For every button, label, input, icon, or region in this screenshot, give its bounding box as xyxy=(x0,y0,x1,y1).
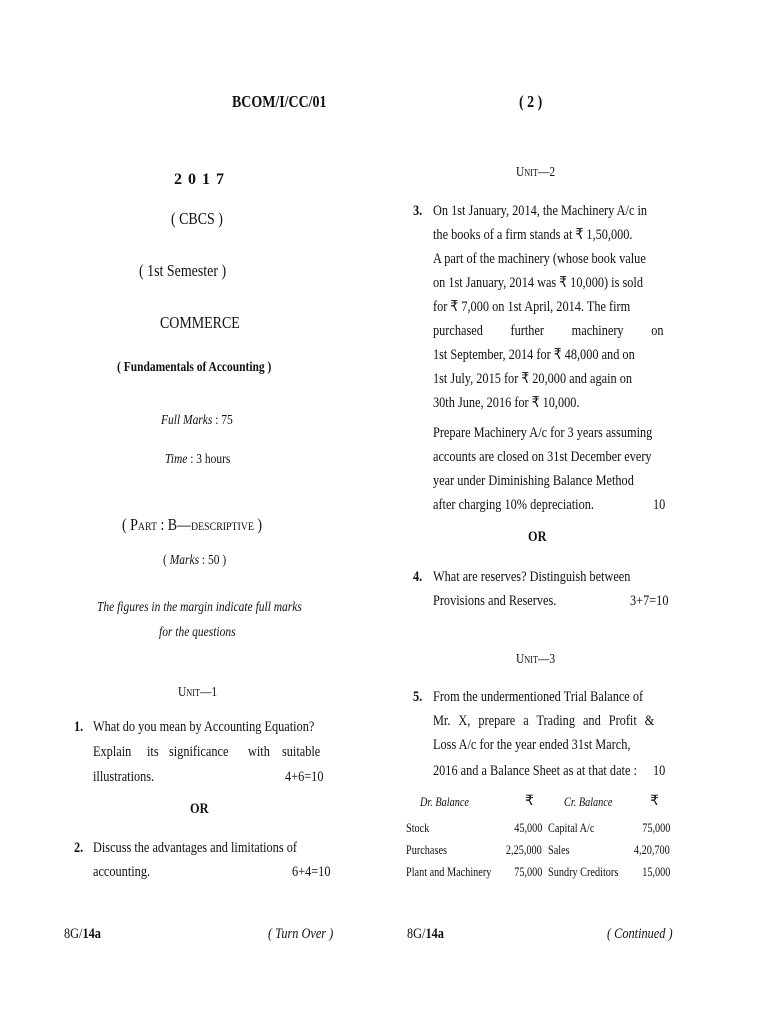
footer-code-left: 8G/14a xyxy=(64,926,101,942)
q3-line: purchased further machinery on xyxy=(433,323,664,339)
footer-code-right: 8G/14a xyxy=(407,926,444,942)
q1-marks: 4+6=10 xyxy=(285,769,324,785)
q3-line: on 1st January, 2014 was ₹ 10,000) is sold xyxy=(433,275,643,291)
q4-number: 4. xyxy=(413,569,423,585)
table-header-row xyxy=(406,795,670,817)
dr-account: Plant and Machinery xyxy=(406,865,492,879)
trial-balance-table xyxy=(406,795,670,887)
justified-word: its xyxy=(146,744,159,760)
header-dr-balance: Dr. Balance xyxy=(420,795,469,809)
table-row xyxy=(406,843,670,865)
q5-line: Mr. X, prepare a Trading and Profit & xyxy=(433,713,655,729)
cr-amount: 4,20,700 xyxy=(634,843,670,857)
q5-number: 5. xyxy=(413,689,423,705)
dr-amount: 75,000 xyxy=(513,865,542,879)
q1-number: 1. xyxy=(74,719,84,735)
q5-line: From the undermentioned Trial Balance of xyxy=(433,689,644,705)
cr-amount: 15,000 xyxy=(641,865,670,879)
header-rupee-dr: ₹ xyxy=(525,794,534,809)
scheme: ( CBCS ) xyxy=(171,209,223,228)
unit3-heading: Unit—3 xyxy=(516,652,556,667)
cr-account: Sundry Creditors xyxy=(548,865,619,879)
q5-line: Loss A/c for the year ended 31st March, xyxy=(433,737,631,753)
cr-amount: 75,000 xyxy=(641,821,670,835)
q1-line3: illustrations. xyxy=(93,769,155,785)
header-cr-balance: Cr. Balance xyxy=(564,795,613,809)
dr-account: Stock xyxy=(406,821,430,835)
cr-account: Sales xyxy=(548,843,570,857)
justified-word: Explain xyxy=(93,744,132,760)
part-marks: ( Marks : 50 ) xyxy=(163,553,227,568)
q3-para2-line: accounts are closed on 31st December every xyxy=(433,449,652,465)
full-marks: Full Marks : 75 xyxy=(161,413,233,428)
q5-line: 2016 and a Balance Sheet as at that date : xyxy=(433,763,637,779)
unit1-heading: Unit—1 xyxy=(178,685,218,700)
table-row xyxy=(406,821,670,843)
instruction-line1: The figures in the margin indicate full marks xyxy=(97,600,302,615)
semester: ( 1st Semester ) xyxy=(139,261,227,280)
q3-line: 1st July, 2015 for ₹ 20,000 and again on xyxy=(433,371,633,387)
dr-amount: 2,25,000 xyxy=(506,843,542,857)
q3-line: 1st September, 2014 for ₹ 48,000 and on xyxy=(433,347,635,363)
instruction-line2: for the questions xyxy=(159,625,236,640)
header-rupee-cr: ₹ xyxy=(650,794,659,809)
part-heading: ( Part : B—descriptive ) xyxy=(122,515,263,534)
q3-line: A part of the machinery (whose book value xyxy=(433,251,646,267)
q2-marks: 6+4=10 xyxy=(292,864,331,880)
q2-line1: Discuss the advantages and limitations of xyxy=(93,840,297,856)
or-separator-1: OR xyxy=(190,801,209,817)
time: Time : 3 hours xyxy=(165,452,231,467)
q2-line2: accounting. xyxy=(93,864,151,880)
q3-line: for ₹ 7,000 on 1st April, 2014. The firm xyxy=(433,299,631,315)
q1-line2 xyxy=(93,744,329,761)
q3-para2-line: after charging 10% depreciation. xyxy=(433,497,594,513)
q3-marks: 10 xyxy=(653,497,666,513)
dr-amount: 45,000 xyxy=(513,821,542,835)
table-row xyxy=(406,865,670,887)
paper-title: ( Fundamentals of Accounting ) xyxy=(117,360,272,375)
or-separator-2: OR xyxy=(528,529,547,545)
q4-marks: 3+7=10 xyxy=(630,593,669,609)
q5-marks: 10 xyxy=(653,763,666,779)
q2-number: 2. xyxy=(74,840,84,856)
exam-year: 2 0 1 7 xyxy=(174,171,225,188)
subject: COMMERCE xyxy=(160,313,240,332)
q3-line: 30th June, 2016 for ₹ 10,000. xyxy=(433,395,580,411)
q4-line2: Provisions and Reserves. xyxy=(433,593,557,609)
cr-account: Capital A/c xyxy=(548,821,595,835)
q3-line: On 1st January, 2014, the Machinery A/c in xyxy=(433,203,648,219)
justified-word: significance xyxy=(168,744,228,760)
q4-line1: What are reserves? Distinguish between xyxy=(433,569,631,585)
q3-line: the books of a firm stands at ₹ 1,50,000. xyxy=(433,227,633,243)
q1-line1: What do you mean by Accounting Equation? xyxy=(93,719,315,735)
unit2-heading: Unit—2 xyxy=(516,165,556,180)
turn-over-note: ( Turn Over ) xyxy=(268,926,334,942)
dr-account: Purchases xyxy=(406,843,447,857)
q3-para2-line: Prepare Machinery A/c for 3 years assuming xyxy=(433,425,653,441)
justified-word: suitable xyxy=(282,744,321,760)
page-number: ( 2 ) xyxy=(519,92,543,111)
justified-word: with xyxy=(248,744,271,760)
continued-note: ( Continued ) xyxy=(607,926,673,942)
q3-para2-line: year under Diminishing Balance Method xyxy=(433,473,634,489)
paper-code: BCOM/I/CC/01 xyxy=(232,92,327,111)
q3-number: 3. xyxy=(413,203,423,219)
